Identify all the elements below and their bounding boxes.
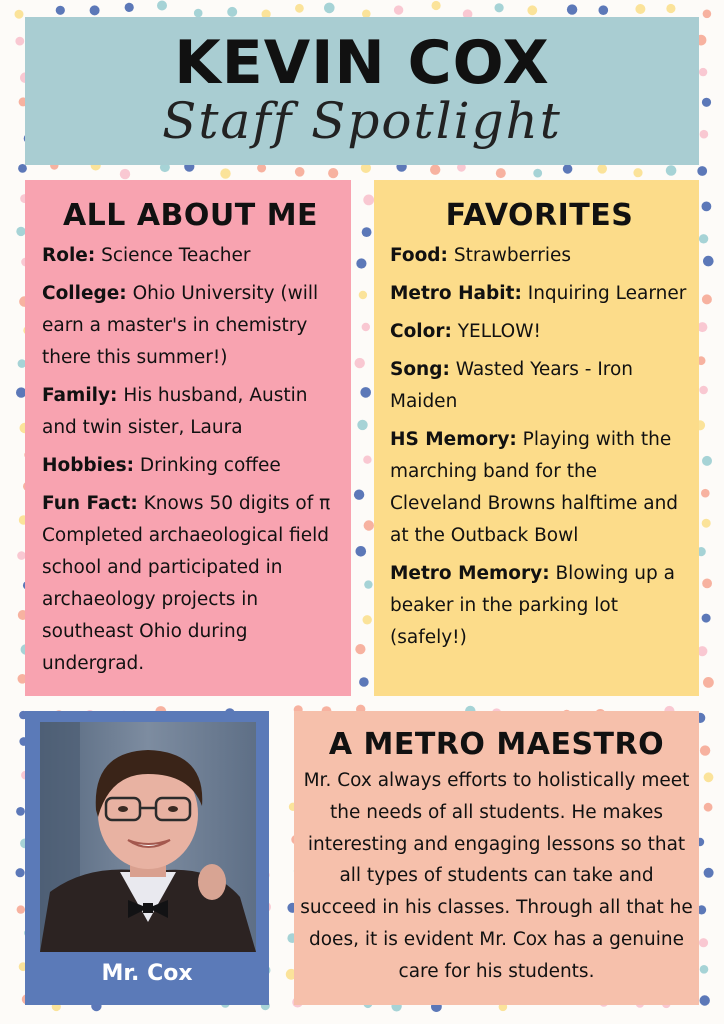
background-dot [702, 202, 712, 212]
favorites-title: FAVORITES [445, 198, 634, 233]
favorite-item-food [390, 240, 689, 272]
background-dot [125, 3, 134, 12]
background-dot [702, 98, 711, 107]
about-value-hobbies: Drinking coffee [133, 455, 281, 476]
background-dot [359, 677, 369, 687]
background-dot [356, 258, 366, 268]
about-item-role [42, 240, 339, 272]
background-dot [599, 5, 609, 15]
background-dot [220, 168, 230, 178]
background-dot [702, 614, 711, 623]
background-dot [666, 165, 677, 176]
background-dot [703, 10, 712, 19]
background-dot [704, 772, 714, 782]
background-dot [357, 420, 367, 430]
background-dot [15, 37, 24, 46]
favorite-item-color [390, 316, 689, 348]
background-dot [354, 490, 364, 500]
background-dot [702, 519, 711, 528]
page-title: KEVIN COX [174, 28, 550, 98]
portrait-illustration [40, 722, 256, 952]
background-dot [496, 168, 506, 178]
photo-card [25, 711, 269, 1005]
about-label-college: College: [42, 283, 127, 304]
background-dot [703, 677, 714, 688]
background-dot [355, 358, 365, 368]
background-dot [17, 905, 25, 913]
background-dot [633, 168, 642, 177]
background-dot [363, 615, 372, 624]
background-dot [364, 580, 372, 588]
about-item-fun-fact [42, 488, 339, 680]
background-dot [700, 995, 710, 1005]
background-dot [363, 456, 371, 464]
about-item-college [42, 278, 339, 374]
background-dot [697, 166, 707, 176]
favorites-panel [374, 180, 699, 696]
background-dot [700, 965, 709, 974]
metro-maestro-body: Mr. Cox always efforts to holistically meet the needs of all students. He makes interesting and engaging lessons so that all types of students can take and succeed in his classes. Through all that he does, it is evident Mr. Cox has a genuine care for his students. [300, 770, 693, 982]
background-dot [362, 227, 372, 237]
favorite-label-hs-memory: HS Memory: [390, 429, 517, 450]
background-dot [699, 68, 707, 76]
background-dot [328, 168, 338, 178]
background-dot [16, 868, 25, 877]
background-dot [563, 164, 573, 174]
background-dot [295, 4, 304, 13]
background-dot [18, 164, 27, 173]
background-dot [597, 164, 607, 174]
background-dot [227, 7, 237, 17]
favorite-label-color: Color: [390, 321, 452, 342]
photo-caption: Mr. Cox [101, 961, 193, 986]
about-label-hobbies: Hobbies: [42, 455, 134, 476]
about-value-role: Science Teacher [95, 245, 251, 266]
about-label-fun-fact: Fun Fact: [42, 493, 138, 514]
background-dot [533, 169, 542, 178]
favorite-label-song: Song: [390, 359, 450, 380]
background-dot [363, 195, 374, 206]
background-dot [364, 520, 374, 530]
about-value-college: Ohio University (will earn a master's in chemistry there this summer!) [42, 283, 319, 368]
background-dot [355, 644, 365, 654]
about-item-family [42, 380, 339, 444]
favorite-label-metro-habit: Metro Habit: [390, 283, 522, 304]
background-dot [699, 386, 708, 395]
background-dot [359, 291, 367, 299]
favorite-value-hs-memory: Playing with the marching band for the Cleveland Browns halftime and at the Outback Bowl [390, 429, 679, 546]
about-me-title: ALL ABOUT ME [62, 198, 319, 233]
background-dot [16, 807, 25, 816]
favorite-value-color: YELLOW! [451, 321, 541, 342]
background-dot [701, 489, 710, 498]
favorite-value-food: Strawberries [447, 245, 572, 266]
background-dot [704, 868, 714, 878]
favorite-value-metro-memory: Blowing up a beaker in the parking lot (safely!) [390, 563, 675, 648]
background-dot [432, 1, 441, 10]
metro-maestro-title: A METRO MAESTRO [328, 727, 665, 762]
background-dot [700, 130, 709, 139]
background-dot [702, 579, 712, 589]
favorite-item-hs-memory [390, 424, 689, 552]
background-dot [295, 167, 305, 177]
background-dot [704, 803, 713, 812]
background-dot [157, 1, 167, 11]
background-dot [56, 6, 65, 15]
background-dot [699, 234, 708, 243]
background-dot [700, 745, 710, 755]
background-dot [430, 165, 440, 175]
about-value-family: His husband, Austin and twin sister, Laura [42, 385, 308, 438]
favorite-label-metro-memory: Metro Memory: [390, 563, 550, 584]
header-banner [25, 17, 699, 165]
favorite-label-food: Food: [390, 245, 448, 266]
background-dot [702, 456, 712, 466]
background-dot [394, 5, 403, 14]
portrait-photo [40, 722, 256, 952]
page-subtitle: Staff Spotlight [162, 92, 562, 150]
favorite-value-metro-habit: Inquiring Learner [521, 283, 687, 304]
background-dot [362, 323, 370, 331]
favorite-item-metro-habit [390, 278, 689, 310]
about-label-role: Role: [42, 245, 96, 266]
background-dot [703, 256, 714, 267]
favorite-item-metro-memory [390, 558, 689, 654]
about-me-panel [25, 180, 351, 696]
about-item-hobbies [42, 450, 339, 482]
background-dot [120, 169, 130, 179]
favorite-item-song [390, 354, 689, 418]
background-dot [702, 294, 712, 304]
about-value-fun-fact: Knows 50 digits of π Completed archaeological field school and participated in archaeology projects in southeast Ohio during undergrad. [42, 493, 331, 674]
about-label-family: Family: [42, 385, 118, 406]
background-dot [527, 5, 537, 15]
background-dot [356, 546, 367, 557]
background-dot [699, 938, 708, 947]
background-dot [495, 3, 504, 12]
favorite-value-song: Wasted Years - Iron Maiden [390, 359, 634, 412]
background-dot [324, 3, 335, 14]
background-dot [635, 4, 645, 14]
background-dot [666, 4, 675, 13]
background-dot [360, 387, 371, 398]
background-dot [90, 5, 100, 15]
background-dot [567, 4, 577, 14]
metro-maestro-panel [294, 711, 699, 1005]
background-dot [15, 10, 24, 19]
